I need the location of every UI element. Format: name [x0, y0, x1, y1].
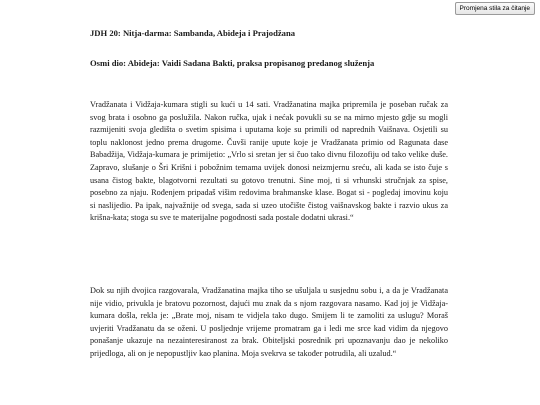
- body-paragraph: Vradžanata i Vidžaja-kumara stigli su kući u 14 sati. Vradžanatina majka pripremila je poseban ručak za svog brata i osobno ga poslužila. Nakon ručka, ujak i nećak povukli su se na mirno mjesto gdje su mogli razmijeniti svoja gledišta o svetim spisima i uputama koje su primili od naprednih Vaišnava. Osjetili su toplu naklonost jedno prema drugome. Čuvši ranije upute koje je Vradžanata primio od Ragunata dase Babadžija, Vidžaja-kumara je primijetio: „Vrlo si sretan jer si čuo tako divnu filozofiju od tako velike duše. Zapravo, slušanje o Šri Krišni i pobožnim temama uvijek donosi neizmjernu sreću, ali kada se isto čuje s usana čistog bakte, blagotvorni rezultati su gotovo trenutni. Sine moj, ti si vrhunski stručnjak za spise, posebno za njaju. Rođenjem pripadaš višim redovima brahmanske klase. Bogat si - pogledaj imovinu koju si naslijedio. Pa ipak, najvažnije od svega, sada si uzeo utočište čistog vaišnavskog bakte i razvio ukus za krišna-kata; stoga su sve te materijalne pogodnosti sada postale dodatni ukrasi.“: [90, 100, 448, 223]
- body-paragraph: Dok su njih dvojica razgovarala, Vradžanatina majka tiho se ušuljala u susjednu sobu i, a da je Vradžanata nije vidio, privukla je bratovu pozornost, dajući mu znak da s njom razgovara nasamo. Kad joj je Vidžaja-kumara došla, rekla je: „Brate moj, nisam te vidjela tako dugo. Smijem li te zamoliti za uslugu? Moraš uvjeriti Vradžanatu da se oženi. U posljednje vrijeme promatram ga i ledi me srce kad vidim da njegovo ponašanje ukazuje na nezainteresiranost za brak. Obiteljski posrednik pri upoznavanju dao je nekoliko prijedloga, ali on je nepopustljiv kao planina. Moja svekrva se također potrudila, ali uzalud.“: [90, 286, 448, 358]
- chapter-title: JDH 20: Nitja-darma: Sambanda, Abideja i Prajodžana: [90, 28, 296, 38]
- section-title: Osmi dio: Abideja: Vaidi Sadana Bakti, praksa propisanog predanog služenja: [90, 58, 375, 68]
- reading-style-button[interactable]: Promjena stila za čitanje: [455, 2, 535, 15]
